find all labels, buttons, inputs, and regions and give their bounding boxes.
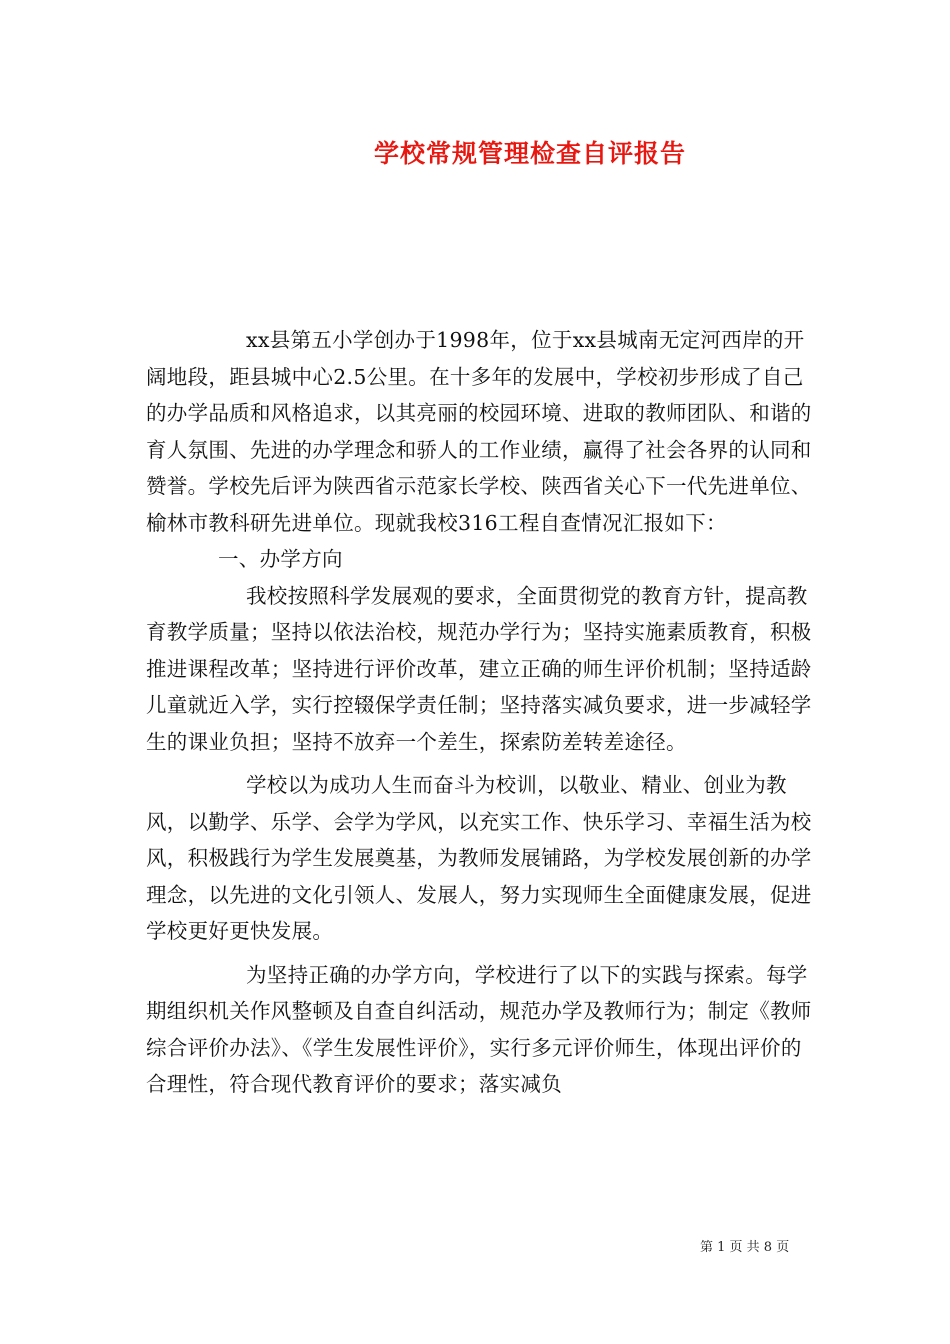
document-body bbox=[146, 322, 814, 1103]
paragraph-school-motto: 学校以为成功人生而奋斗为校训，以敬业、精业、创业为教风，以勤学、乐学、会学为学风，以充实工作、快乐学习、幸福生活为校风，积极践行为学生发展奠基，为教师发展铺路，为学校发展创新的办学理念，以先进的文化引领人、发展人，努力实现师生全面健康发展，促进学校更好更快发展。 bbox=[146, 773, 812, 943]
section-heading-school-direction: 一、办学方向 bbox=[218, 547, 343, 571]
page-number-footer: 第 1 页 共 8 页 bbox=[700, 1240, 790, 1255]
paragraph-intro: xx县第五小学创办于1998年，位于xx县城南无定河西岸的开阔地段，距县城中心2.5公里。在十多年的发展中，学校初步形成了自己的办学品质和风格追求，以其亮丽的校园环境、进取的教师团队、和谐的育人氛围、先进的办学理念和骄人的工作业绩，赢得了社会各界的认同和赞誉。学校先后评为陕西省示范家长学校、陕西省关心下一代先进单位、榆林市教科研先进单位。现就我校316工程自查情况汇报如下： bbox=[146, 328, 812, 535]
paragraph-practice: 为坚持正确的办学方向，学校进行了以下的实践与探索。每学期组织机关作风整顿及自查自纠活动，规范办学及教师行为；制定《教师综合评价办法》、《学生发展性评价》，实行多元评价师生，体现出评价的合理性，符合现代教育评价的要求；落实减负 bbox=[146, 962, 812, 1096]
document-title: 学校常规管理检查自评报告 bbox=[373, 139, 686, 168]
paragraph-education-policy: 我校按照科学发展观的要求，全面贯彻党的教育方针，提高教育教学质量；坚持以依法治校，规范办学行为；坚持实施素质教育，积极推进课程改革；坚持进行评价改革，建立正确的师生评价机制；坚持适龄儿童就近入学，实行控辍保学责任制；坚持落实减负要求，进一步减轻学生的课业负担；坚持不放弃一个差生，探索防差转差途径。 bbox=[146, 583, 812, 754]
